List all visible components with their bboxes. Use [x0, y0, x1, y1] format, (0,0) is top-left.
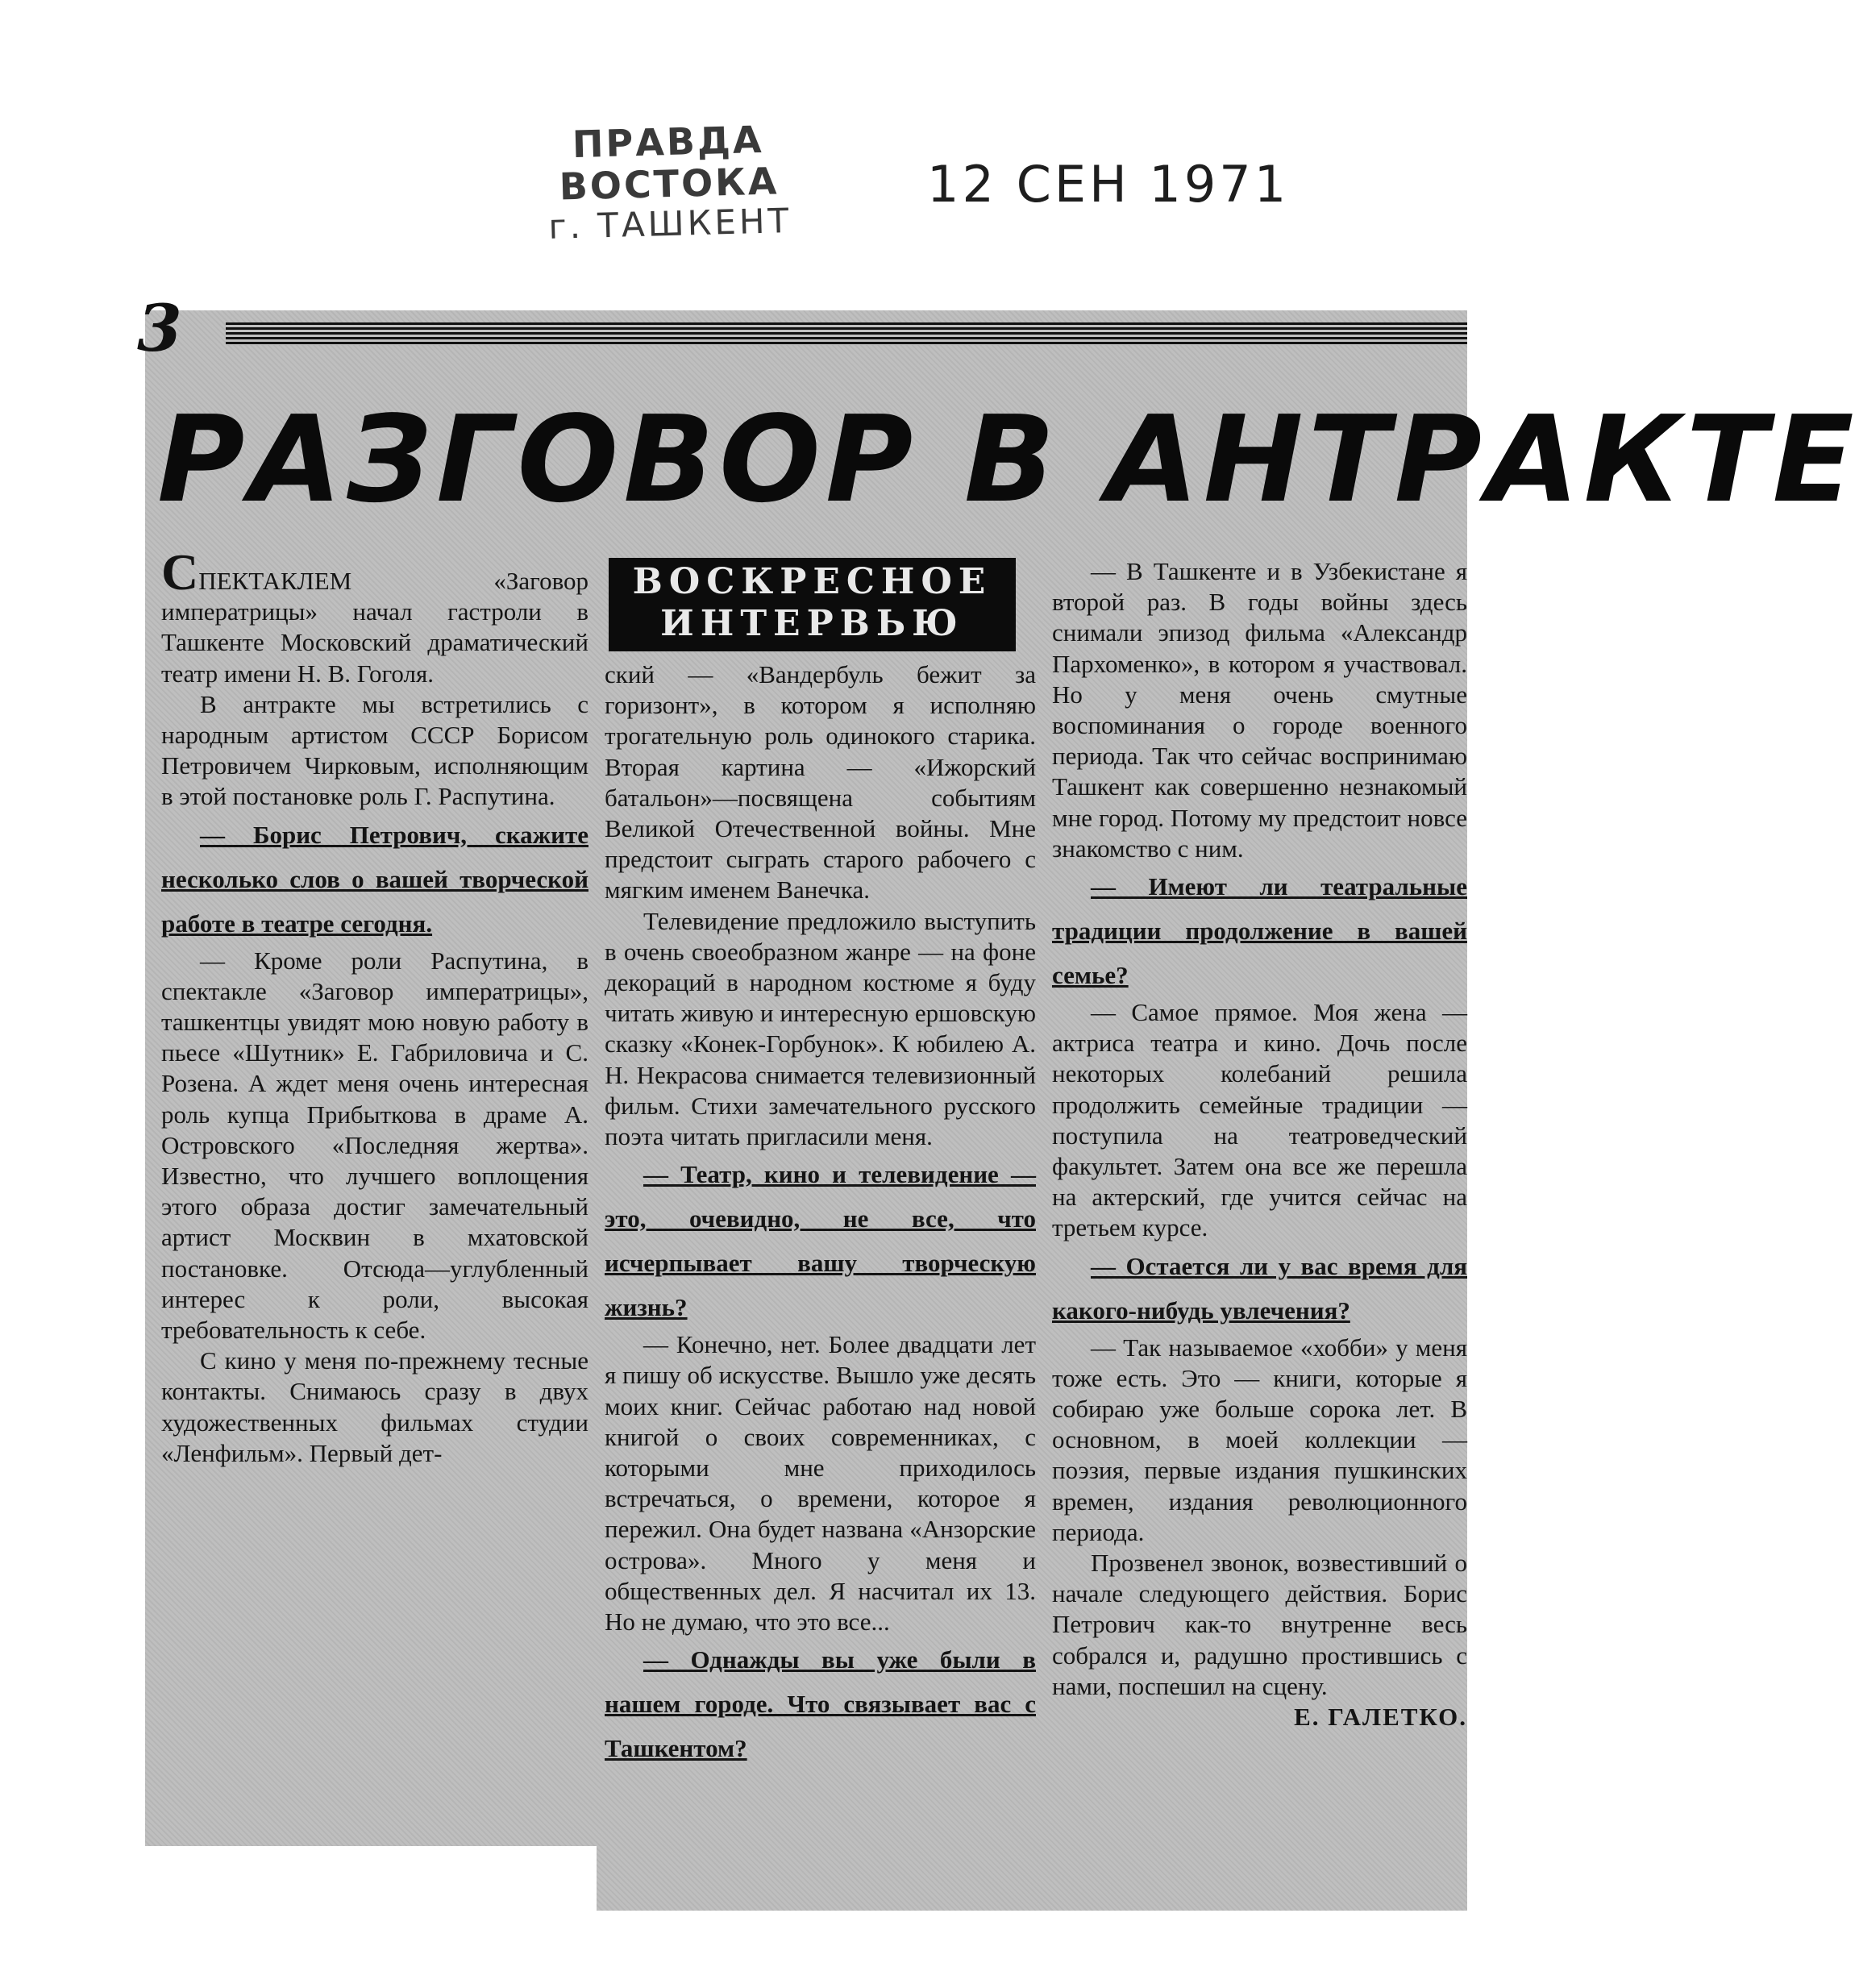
interview-question: — Однажды вы уже были в нашем городе. Что связывает вас с Ташкентом?	[605, 1645, 1036, 1763]
stamp-city: г. ТАШКЕНТ	[547, 201, 792, 247]
rubric-line: ВОСКРЕСНОЕ	[632, 561, 992, 602]
article-paragraph: С кино у меня по-прежнему тесные контакты. Снимаюсь сразу в двух художественных фильмах студии «Ленфильм». Первый дет-	[161, 1346, 588, 1467]
interview-question: — Остается ли у вас время для какого-нибудь увлечения?	[1052, 1251, 1467, 1325]
article-paragraph	[161, 543, 588, 689]
interview-question: — Театр, кино и телевидение — это, очевидно, не все, что исчерпывает вашу творческую жизнь?	[605, 1160, 1036, 1322]
article-paragraph: — Самое прямое. Моя жена — актриса театра и кино. Дочь после некоторых колебаний решила продолжить семейные традиции — поступила на театроведческий факультет. Затем она все же перешла на актерский, где учится сейчас на третьем курсе.	[1052, 998, 1467, 1242]
article-author: Е. ГАЛЕТКО.	[1294, 1703, 1467, 1732]
article-column-1	[161, 543, 588, 1469]
article-headline: РАЗГОВОР В АНТРАКТЕ	[157, 390, 1859, 529]
article-paragraph: Прозвенел звонок, возвестивший о начале следующего действия. Борис Петрович как-то внутренне весь собрался и, радушно простившись с нами, поспешил на сцену.	[1052, 1549, 1467, 1700]
article-paragraph: Телевидение предложило выступить в очень своеобразном жанре — на фоне декораций в народном костюме я буду читать живую и интересную ершовскую сказку «Конек-Горбунок». К юбилею А. Н. Некрасова снимается телевизионный фильм. Стихи замечательного русского поэта читать пригласили меня.	[605, 906, 1036, 1151]
newspaper-stamp	[482, 116, 856, 248]
clipping-cutout	[145, 1846, 597, 1919]
drop-cap: С	[161, 543, 199, 601]
page-number: 3	[137, 290, 182, 366]
article-paragraph: ский — «Вандербуль бежит за горизонт», в котором я исполняю трогательную роль одинокого старика. Вторая картина — «Ижорский батальон»—посвящена событиям Великой Отечественной войны. Мне предстоит сыграть старого рабочего с мягким именем Ванечка.	[605, 660, 1036, 905]
article-column-2	[605, 659, 1036, 1770]
interview-question: — Борис Петрович, скажите несколько слов о вашей творческой работе в театре сегодня.	[161, 820, 588, 938]
article-paragraph: — Конечно, нет. Более двадцати лет я пишу об искусстве. Вышло уже десять моих книг. Сейчас работаю над новой книгой о своих современниках, с которыми мне приходилось встречаться, о времени, которое я пережил. Она будет названа «Анзорские острова». Много у меня и общественных дел. Я насчитал их 13. Но не думаю, что это все...	[605, 1330, 1036, 1637]
interview-question: — Имеют ли театральные традиции продолжение в вашей семье?	[1052, 872, 1467, 990]
article-paragraph: — В Ташкенте и в Узбекистане я второй раз. В годы войны здесь снимали эпизод фильма «Александр Пархоменко», в котором я участвовал. Но у меня очень смутные воспоминания о городе военного периода. Так что сейчас воспринимаю Ташкент как совершенно незнакомый мне город. Потому му предстоит новсе знакомство с ним.	[1052, 557, 1467, 863]
stamp-newspaper-name: ПРАВДА ВОСТОКА	[559, 117, 780, 209]
rubric-line: ИНТЕРВЬЮ	[660, 603, 964, 644]
article-column-3	[1052, 556, 1467, 1732]
article-paragraph: — Кроме роли Распутина, в спектакле «Заговор императрицы», ташкентцы увидят мою новую работу в пьесе «Шутник» Е. Габриловича и С. Розена. А ждет меня очень интересная роль купца Прибыткова в драме А. Островского «Последняя жертва». Известно, что лучшего воплощения этого образа достиг замечательный артист Москвин в мхатовской постановке. Отсюда—углубленный интерес к роли, высокая требовательность к себе.	[161, 946, 588, 1345]
article-paragraph: В антракте мы встретились с народным артистом СССР Борисом Петровичем Чирковым, исполняющим в этой постановке роль Г. Распутина.	[161, 689, 588, 811]
header-rule	[226, 322, 1467, 345]
lead-text: ПЕКТАКЛЕМ «Заговор императрицы» начал гастроли в Ташкенте Московский драматический театр имени Н. В. Гоголя.	[161, 567, 588, 688]
stamp-date: 12 СЕН 1971	[927, 155, 1290, 214]
article-paragraph: — Так называемое «хобби» у меня тоже есть. Это — книги, которые я собираю уже больше сорока лет. В основном, в моей коллекции — поэзия, первые издания пушкинских времен, издания революционного периода.	[1052, 1333, 1467, 1546]
rubric-sunday-interview	[609, 558, 1016, 651]
